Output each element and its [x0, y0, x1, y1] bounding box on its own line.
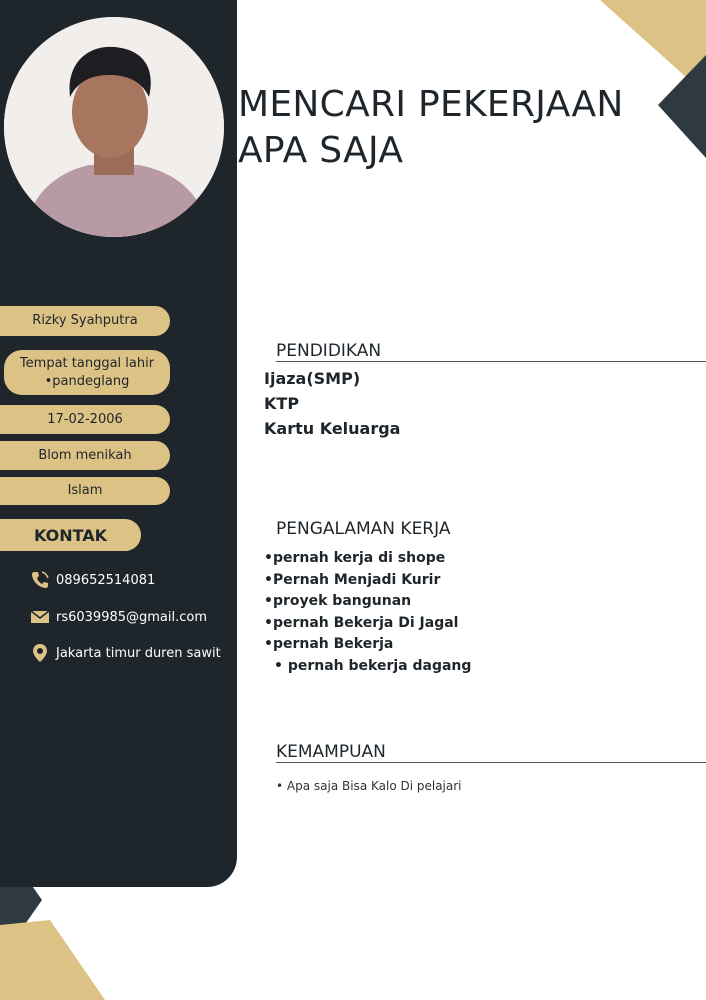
address-text: Jakarta timur duren sawit: [56, 645, 221, 661]
list-item: •proyek bangunan: [264, 593, 412, 609]
birth-place: •pandeglang: [44, 373, 130, 389]
experience-list: [264, 548, 471, 677]
birth-info-badge: [4, 350, 170, 395]
list-item: •pernah Bekerja: [264, 636, 394, 652]
phone-text: 089652514081: [56, 572, 156, 588]
religion-badge: Islam: [0, 477, 170, 505]
email-text: rs6039985@gmail.com: [56, 609, 208, 625]
list-item: •pernah kerja di shope: [264, 550, 446, 566]
contact-email: [30, 607, 207, 627]
skills-item: • Apa saja Bisa Kalo Di pelajari: [276, 779, 462, 793]
contact-address: [30, 643, 221, 663]
profile-photo: [4, 17, 224, 237]
skills-heading: KEMAMPUAN: [276, 742, 706, 763]
list-item: Kartu Keluarga: [264, 419, 401, 438]
title-line-1: MENCARI PEKERJAAN: [238, 84, 624, 125]
list-item: Ijaza(SMP): [264, 369, 361, 388]
location-pin-icon: [30, 643, 50, 663]
list-item: •Pernah Menjadi Kurir: [264, 571, 441, 588]
list-item: • pernah bekerja dagang: [274, 657, 472, 674]
page-title: [238, 82, 624, 174]
education-list: [264, 366, 400, 441]
marital-status-badge: Blom menikah: [0, 441, 170, 470]
list-item: •pernah Bekerja Di Jagal: [264, 614, 459, 631]
birth-date-badge: 17-02-2006: [0, 405, 170, 434]
education-heading: PENDIDIKAN: [276, 341, 706, 362]
name-badge: Rizky Syahputra: [0, 306, 170, 336]
list-item: KTP: [264, 394, 300, 413]
experience-heading: PENGALAMAN KERJA: [276, 519, 451, 539]
birth-label: Tempat tanggal lahir: [19, 355, 155, 371]
contact-phone: [30, 570, 155, 590]
phone-icon: [30, 570, 50, 590]
contact-heading: KONTAK: [0, 519, 141, 551]
mail-icon: [30, 607, 50, 627]
title-line-2: APA SAJA: [238, 130, 404, 171]
